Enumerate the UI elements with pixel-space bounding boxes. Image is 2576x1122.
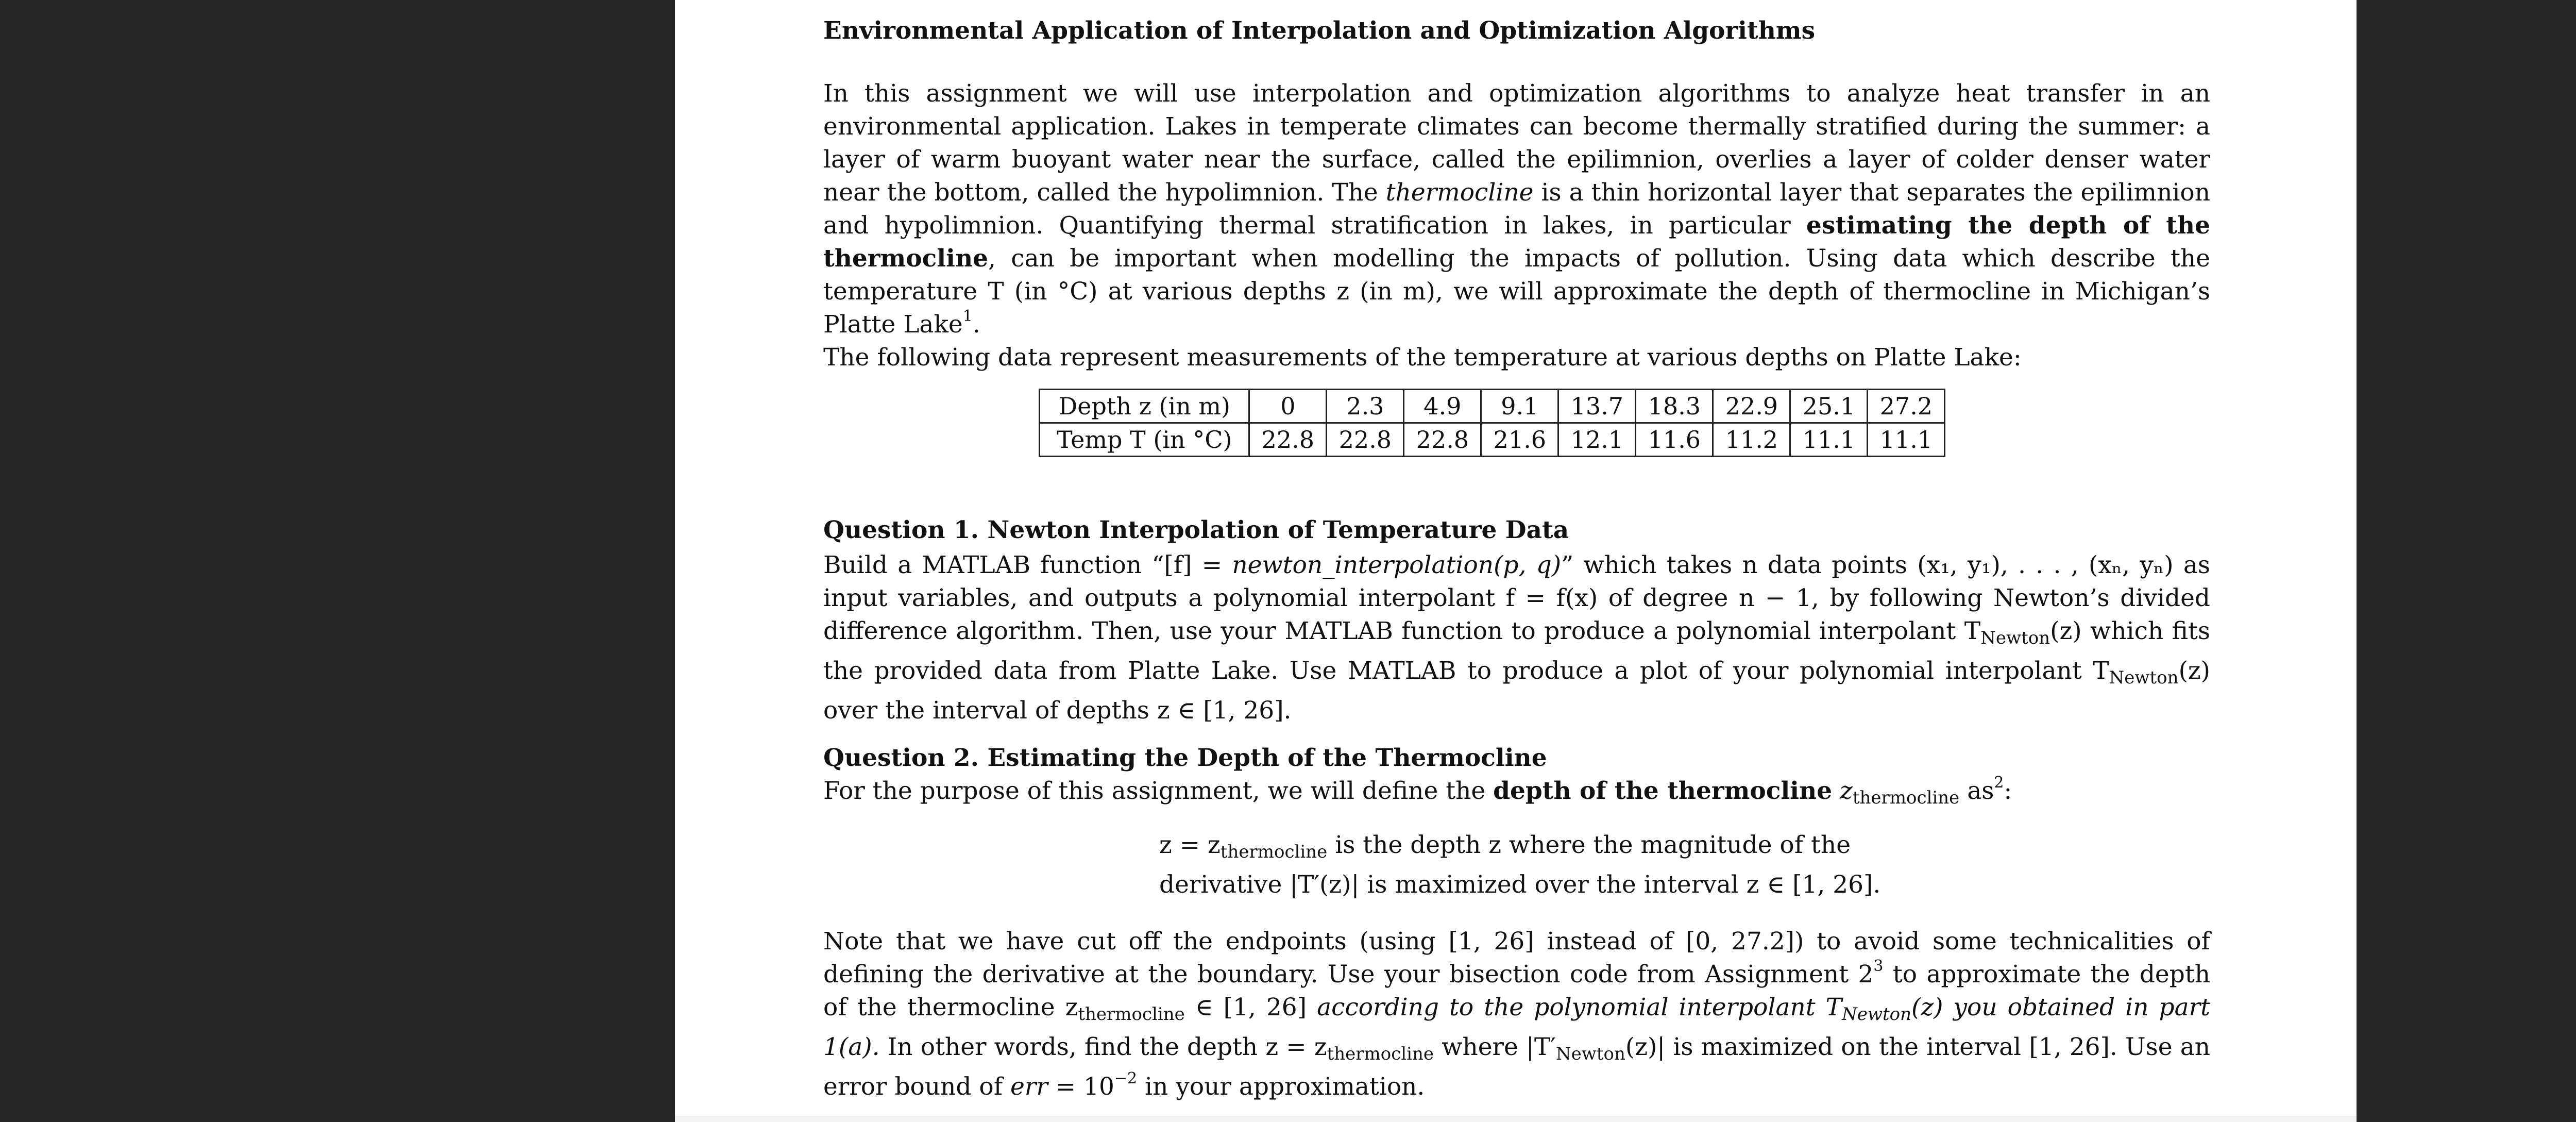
depth-cell: 13.7 xyxy=(1558,390,1636,423)
temperature-cell: 12.1 xyxy=(1558,423,1636,457)
page-content xyxy=(823,0,2210,1103)
question-1-section xyxy=(823,514,2210,727)
question-1-paragraph: Build a MATLAB function “[f] = newton_interpolation(p, q)” which takes n data points (x₁, y₁), . . . , (xₙ, yₙ) as input variables, and outputs a polynomial interpolant f = f(x) of degree n − 1, by following Newton’s divided difference algorithm. Then, use your MATLAB function to produce a polynomial interpolant TNewton(z) which fits the provided data from Platte Lake. Use MATLAB to produce a plot of your polynomial interpolant TNewton(z) over the interval of depths z ∈ [1, 26]. xyxy=(823,551,2210,725)
temperature-cell: 11.6 xyxy=(1636,423,1713,457)
intro-paragraph: In this assignment we will use interpolation and optimization algorithms to analyze heat transfer in an environmental application. Lakes in temperate climates can become thermally stratified during the summer: a layer of warm buoyant water near the surface, called the epilimnion, overlies a layer of colder denser water near the bottom, called the hypolimnion. The thermocline is a thin horizontal layer that separates the epilimnion and hypolimnion. Quantifying thermal stratification in lakes, in particular estimating the depth of the thermocline, can be important when modelling the impacts of pollution. Using data which describe the temperature T (in °C) at various depths z (in m), we will approximate the depth of thermocline in Michigan’s Platte Lake$^1$. xyxy=(823,79,2210,339)
temperature-cell: 11.2 xyxy=(1713,423,1790,457)
footnote-1-mark: 1 xyxy=(962,307,973,325)
question-2-heading: Question 2. Estimating the Depth of the Thermocline xyxy=(823,744,1547,772)
page-bottom-edge xyxy=(675,1116,2357,1122)
definition-line-1: z = zthermocline is the depth z where the magnitude of the xyxy=(1159,831,1851,862)
depth-cell: 4.9 xyxy=(1404,390,1481,423)
footnote-3-mark: 3 xyxy=(1873,957,1884,975)
temperature-cell: 22.8 xyxy=(1327,423,1404,457)
data-intro-paragraph: The following data represent measurements of the temperature at various depths on Platte Lake: xyxy=(823,343,2022,372)
temperature-cell: 11.1 xyxy=(1790,423,1868,457)
footnote-2-mark: 2 xyxy=(1994,774,2004,792)
question-1-heading: Question 1. Newton Interpolation of Temperature Data xyxy=(823,516,1569,544)
temperature-cell: 22.8 xyxy=(1249,423,1327,457)
temperature-cell: 21.6 xyxy=(1481,423,1558,457)
thermocline-definition xyxy=(1159,829,1932,901)
temperature-depth-table xyxy=(1039,389,1945,457)
depth-cell: 22.9 xyxy=(1713,390,1790,423)
depth-cell: 18.3 xyxy=(1636,390,1713,423)
definition-line-2: derivative |T′(z)| is maximized over the interval z ∈ [1, 26]. xyxy=(1159,870,1881,899)
depth-row-label: Depth z (in m) xyxy=(1040,390,1249,423)
question-2-intro: For the purpose of this assignment, we will define the depth of the thermocline zthermocline $as^2$: xyxy=(823,774,2012,808)
question-2-note: Note that we have cut off the endpoints (using [1, 26] instead of [0, 27.2]) to avoid some technicalities of defining the derivative at the boundary. Use your bisection code from Assignment $2^3$ to approximate the depth of the thermocline zthermocline ∈ [1, 26] according to the polynomial interpolant TNewton(z) you obtained in part 1(a). In other words, find the depth z = zthermocline where |T′Newton(z)| is maximized on the interval [1, 26]. Use an error bound of err = $10^{-2}$ in your approximation. xyxy=(823,927,2210,1101)
question-2-section xyxy=(823,742,2210,1103)
depth-cell: 9.1 xyxy=(1481,390,1558,423)
depth-cell: 27.2 xyxy=(1868,390,1945,423)
temperature-row xyxy=(1040,423,1945,457)
temperature-cell: 22.8 xyxy=(1404,423,1481,457)
temperature-cell: 11.1 xyxy=(1868,423,1945,457)
depth-cell: 0 xyxy=(1249,390,1327,423)
document-title: Environmental Application of Interpolation and Optimization Algorithms xyxy=(823,16,1816,45)
depth-row xyxy=(1040,390,1945,423)
temperature-row-label: Temp T (in °C) xyxy=(1040,423,1249,457)
depth-cell: 2.3 xyxy=(1327,390,1404,423)
depth-cell: 25.1 xyxy=(1790,390,1868,423)
document-page xyxy=(675,0,2357,1122)
temperature-table-wrap xyxy=(1039,389,2210,457)
